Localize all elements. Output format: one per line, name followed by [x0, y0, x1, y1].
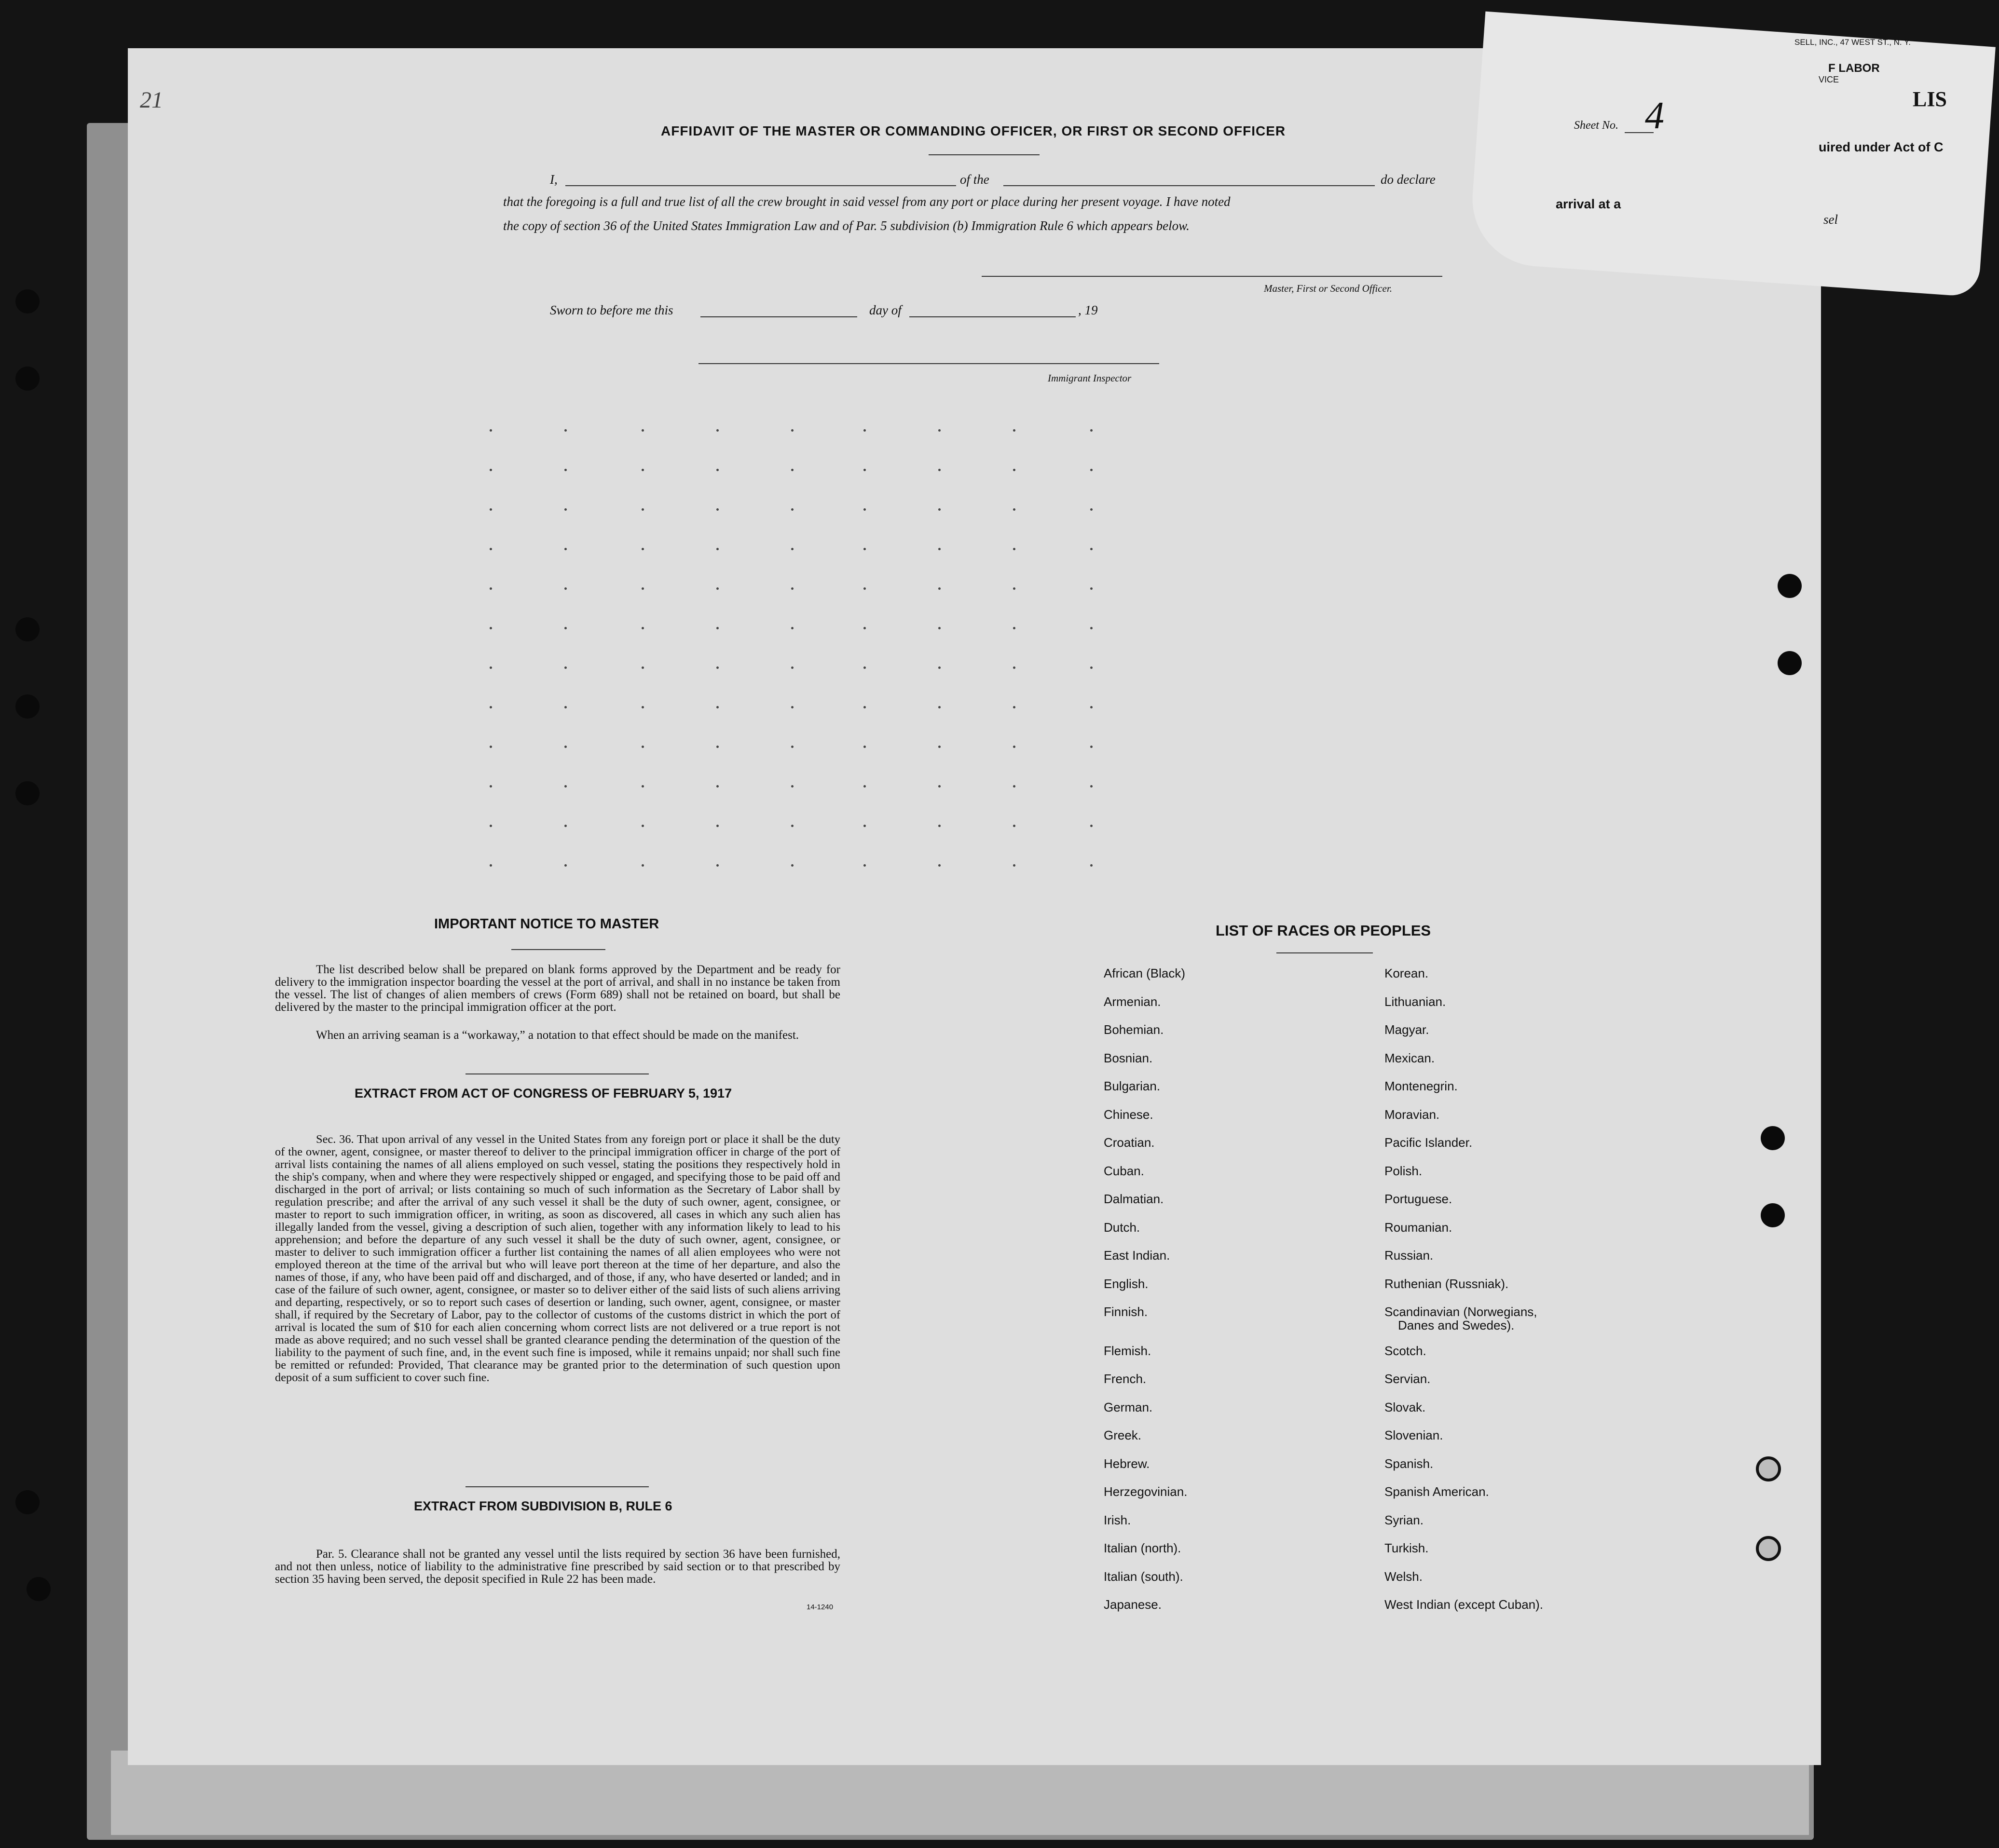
grid-dot [791, 706, 794, 708]
race-entry: Dalmatian. [1104, 1192, 1164, 1206]
grid-dot [938, 429, 941, 432]
grid-dot [642, 587, 644, 590]
race-entry: Hebrew. [1104, 1456, 1150, 1471]
grid-dot [716, 706, 719, 708]
grid-dot [1090, 429, 1093, 432]
grid-dot [938, 746, 941, 748]
sheet-number: 4 [1645, 95, 1664, 137]
act-section-divider [466, 1486, 649, 1487]
race-entry: Italian (north). [1104, 1541, 1181, 1555]
grid-dot [642, 469, 644, 471]
vessel-name-line[interactable] [1003, 185, 1375, 186]
grid-dot [642, 825, 644, 827]
race-entry: Spanish American. [1384, 1484, 1489, 1499]
race-entry: Roumanian. [1384, 1220, 1452, 1235]
races-title: LIST OF RACES OR PEOPLES [1216, 922, 1431, 939]
race-entry: Armenian. [1104, 994, 1161, 1009]
grid-dot [938, 864, 941, 867]
grid-dot [716, 587, 719, 590]
grid-dot [564, 785, 567, 788]
race-entry: Korean. [1384, 966, 1429, 980]
arrival-fragment: arrival at a [1556, 197, 1621, 211]
grid-dot [938, 825, 941, 827]
grid-dot [642, 666, 644, 669]
grid-dot [1013, 587, 1015, 590]
grid-dot [716, 666, 719, 669]
grid-dot [490, 706, 492, 708]
service-label: VICE [1819, 75, 1839, 84]
race-entry: Turkish. [1384, 1541, 1429, 1555]
race-entry: Japanese. [1104, 1597, 1162, 1612]
grid-dot [791, 587, 794, 590]
grid-dot [642, 548, 644, 550]
affidavit-title: AFFIDAVIT OF THE MASTER OR COMMANDING OFFICER, OR FIRST OR SECOND OFFICER [661, 123, 1286, 138]
grid-dot [938, 508, 941, 511]
grid-dot [938, 548, 941, 550]
punch-hole [1778, 574, 1802, 598]
rule-extract-title: EXTRACT FROM SUBDIVISION B, RULE 6 [414, 1499, 672, 1513]
race-entry: Polish. [1384, 1163, 1423, 1178]
grid-dot [642, 706, 644, 708]
signature-caption: Master, First or Second Officer. [1264, 283, 1392, 294]
grid-dot [938, 469, 941, 471]
declarant-name-line[interactable] [565, 185, 956, 186]
grid-dot [863, 429, 866, 432]
grid-dot [1013, 864, 1015, 867]
grid-dot [791, 508, 794, 511]
grid-dot [642, 627, 644, 629]
race-entry: Croatian. [1104, 1135, 1155, 1150]
race-entry: East Indian. [1104, 1248, 1170, 1263]
grid-dot [1090, 825, 1093, 827]
grid-dot [863, 548, 866, 550]
grid-dot [564, 706, 567, 708]
race-entry: Welsh. [1384, 1569, 1423, 1584]
grid-dot [642, 746, 644, 748]
form-number: 14-1240 [807, 1603, 834, 1611]
grid-dot [490, 746, 492, 748]
grid-dot [863, 627, 866, 629]
binding-hole [15, 617, 40, 641]
grid-dot [642, 429, 644, 432]
form-page [128, 48, 1821, 1765]
race-entry: Greek. [1104, 1428, 1142, 1442]
vessel-fragment: sel [1823, 212, 1838, 227]
race-entry: Lithuanian. [1384, 994, 1446, 1009]
binding-hole [15, 694, 40, 719]
act-section-36-text: Sec. 36. That upon arrival of any vessel in the United States from any foreign port or place it shall be the duty of the owner, agent, consignee, or master thereof to deliver to the principal immigration officer in charge of the port of arrival lists containing the names of all aliens employed on such vessel, stating the positions they respectively hold in the ship's company, when and where they were respectively shipped or engaged, and specifying those to be paid off and discharged in the port of arrival; or lists containing so much of such information as the Secretary of Labor shall by regulation prescribe; and after the arrival of any such vessel it shall be the duty of such owner, agent, consignee, or master to report to such immigration officer, in writing, as soon as discovered, all cases in which any such alien has illegally landed from the vessel, giving a description of such alien, together with any information likely to lead to his apprehension; and before the departure of any such vessel it shall be the duty of such owner, agent, consignee, or master to deliver to such immigration officer a further list containing the names of all alien employees who were not employed thereon at the time of the arrival but who will leave port thereon at the time of her departure, and also the names of those, if any, who have been paid off and discharged, and of those, if any, who have deserted or landed; and in case of the failure of such owner, agent, consignee, or master so to deliver either of the said lists of such aliens arriving and departing, respectively, or so to report such cases of desertion or landing, such owner, agent, consignee, or master shall, if required by the Secretary of Labor, pay to the collector of customs of the customs district in which the port of arrival is located the sum of $10 for each alien concerning whom correct lists are not delivered or a true report is not made as above required; and no such vessel shall be granted clearance pending the determination of the question of the liability to the payment of such fine, and, in the event such fine is imposed, while it remains unpaid; nor shall such fine be remitted or refunded: Provided, That clearance may be granted prior to the determination of such question upon deposit of a sum sufficient to cover such fine. [275, 1133, 840, 1384]
race-entry: Herzegovinian. [1104, 1484, 1188, 1499]
grid-dot [863, 785, 866, 788]
grid-dot [490, 548, 492, 550]
grid-dot [1013, 746, 1015, 748]
race-entry: Scotch. [1384, 1343, 1426, 1358]
grid-dot [642, 785, 644, 788]
grid-dot [1013, 469, 1015, 471]
grid-dot [490, 627, 492, 629]
grid-dot [490, 587, 492, 590]
race-entry: Syrian. [1384, 1512, 1424, 1527]
of-the-label: of the [960, 172, 989, 187]
race-entry: Italian (south). [1104, 1569, 1183, 1584]
grid-dot [564, 746, 567, 748]
dept-label: F LABOR [1828, 62, 1880, 75]
affidavit-line-1: that the foregoing is a full and true list of all the crew brought in said vessel from any port or place during her present voyage. I have noted [503, 194, 1231, 209]
race-entry: Irish. [1104, 1512, 1131, 1527]
race-entry: Pacific Islander. [1384, 1135, 1473, 1150]
grid-dot [716, 627, 719, 629]
race-entry: Bosnian. [1104, 1050, 1153, 1065]
grid-dot [1090, 666, 1093, 669]
grid-dot [716, 469, 719, 471]
race-entry: West Indian (except Cuban). [1384, 1597, 1544, 1612]
grid-dot [1090, 864, 1093, 867]
race-entry: Moravian. [1384, 1107, 1440, 1122]
race-entry: Bulgarian. [1104, 1079, 1161, 1093]
notice-divider [511, 949, 605, 950]
race-entry: Magyar. [1384, 1022, 1429, 1037]
grid-dot [490, 666, 492, 669]
race-entry: English. [1104, 1276, 1149, 1291]
race-entry: Flemish. [1104, 1343, 1151, 1358]
punch-hole [1761, 1203, 1785, 1227]
grid-dot [1013, 508, 1015, 511]
grid-dot [863, 864, 866, 867]
grid-dot [642, 508, 644, 511]
grid-dot [642, 864, 644, 867]
inspector-signature-line[interactable] [698, 363, 1159, 364]
inspector-caption: Immigrant Inspector [1048, 372, 1132, 384]
notice-paragraph-2: When an arriving seaman is a “workaway,” a notation to that effect should be made on the manifest. [316, 1029, 799, 1042]
grid-dot [1090, 706, 1093, 708]
grid-dot [1013, 548, 1015, 550]
grid-dot [863, 508, 866, 511]
grid-dot [564, 429, 567, 432]
grid-dot [938, 706, 941, 708]
officer-signature-line[interactable] [982, 276, 1442, 277]
race-entry: Montenegrin. [1384, 1079, 1458, 1093]
race-entry: Servian. [1384, 1372, 1431, 1386]
race-entry: Slovenian. [1384, 1428, 1443, 1442]
grid-dot [863, 666, 866, 669]
grid-dot [490, 864, 492, 867]
grid-dot [490, 429, 492, 432]
binding-hole [15, 781, 40, 805]
race-entry: French. [1104, 1372, 1147, 1386]
grid-dot [490, 508, 492, 511]
punch-hole [1756, 1456, 1781, 1481]
grid-dot [938, 587, 941, 590]
notice-paragraph-1: The list described below shall be prepared on blank forms approved by the Department and be ready for delivery to the immigration inspector boarding the vessel at the port of arrival, and shall in no instance be taken from the vessel. The list of changes of alien members of crews (Form 689) shall not be retained on board, but shall be delivered by the master to the principal immigration officer at the port. [275, 963, 840, 1014]
grid-dot [716, 785, 719, 788]
grid-dot [716, 508, 719, 511]
notice-section-divider [466, 1073, 649, 1074]
race-entry: Ruthenian (Russniak). [1384, 1276, 1509, 1291]
grid-dot [1090, 587, 1093, 590]
grid-dot [1013, 627, 1015, 629]
grid-dot [1090, 627, 1093, 629]
sworn-label: Sworn to before me this [550, 303, 673, 317]
race-entry: Portuguese. [1384, 1192, 1452, 1206]
printer-credit: SELL, INC., 47 WEST ST., N. Y. [1794, 38, 1911, 47]
grid-dot [863, 825, 866, 827]
grid-dot [1013, 706, 1015, 708]
grid-dot [716, 548, 719, 550]
binding-hole [15, 367, 40, 391]
grid-dot [716, 746, 719, 748]
affidavit-line-2: the copy of section 36 of the United States Immigration Law and of Par. 5 subdivision (b) Immigration Rule 6 which appears below. [503, 218, 1190, 233]
grid-dot [490, 785, 492, 788]
binding-hole [27, 1577, 51, 1601]
punch-hole [1761, 1126, 1785, 1150]
grid-dot [1013, 825, 1015, 827]
grid-dot [564, 864, 567, 867]
do-declare-label: do declare [1381, 172, 1436, 187]
race-entry: Scandinavian (Norwegians, [1384, 1304, 1537, 1319]
day-of-label: day of [869, 303, 902, 317]
race-entry: Chinese. [1104, 1107, 1153, 1122]
race-entry: Mexican. [1384, 1050, 1435, 1065]
grid-dot [490, 825, 492, 827]
grid-dot [938, 666, 941, 669]
race-entry: Spanish. [1384, 1456, 1434, 1471]
grid-dot [716, 429, 719, 432]
grid-dot [863, 746, 866, 748]
grid-dot [564, 627, 567, 629]
grid-dot [564, 469, 567, 471]
grid-dot [1090, 469, 1093, 471]
punch-hole [1756, 1536, 1781, 1561]
year-label: , 19 [1078, 303, 1098, 317]
rule-par-5-text: Par. 5. Clearance shall not be granted any vessel until the lists required by section 36 have been furnished, and not then unless, notice of liability to the administrative fine prescribed by said section or to that prescribed by section 35 having been served, the deposit specified in Rule 22 has been made. [275, 1548, 840, 1586]
grid-dot [791, 548, 794, 550]
race-entry: Finnish. [1104, 1304, 1148, 1319]
grid-dot [1090, 508, 1093, 511]
grid-dot [791, 825, 794, 827]
race-entry: Cuban. [1104, 1163, 1144, 1178]
grid-dot [938, 785, 941, 788]
grid-dot [791, 864, 794, 867]
notice-title: IMPORTANT NOTICE TO MASTER [434, 916, 659, 932]
grid-dot [791, 785, 794, 788]
grid-dot [564, 825, 567, 827]
grid-dot [791, 429, 794, 432]
race-entry: Slovak. [1384, 1400, 1426, 1414]
grid-dot [716, 825, 719, 827]
grid-dot [490, 469, 492, 471]
race-entry: German. [1104, 1400, 1153, 1414]
races-divider [1276, 952, 1373, 953]
grid-dot [564, 548, 567, 550]
grid-dot [863, 469, 866, 471]
grid-dot [1090, 746, 1093, 748]
punch-hole [1778, 651, 1802, 675]
sheet-label: Sheet No. [1574, 119, 1618, 132]
binding-hole [15, 1490, 40, 1514]
grid-dot [863, 706, 866, 708]
race-entry: African (Black) [1104, 966, 1186, 980]
race-entry: Dutch. [1104, 1220, 1140, 1235]
title-divider [929, 154, 1040, 155]
grid-dot [938, 627, 941, 629]
race-entry: Bohemian. [1104, 1022, 1164, 1037]
binding-hole [15, 289, 40, 313]
grid-dot [564, 666, 567, 669]
margin-number: 21 [140, 87, 163, 113]
grid-dot [863, 587, 866, 590]
race-entry: Russian. [1384, 1248, 1434, 1263]
grid-dot [1090, 785, 1093, 788]
grid-dot [564, 587, 567, 590]
list-heading-fragment: LIS [1913, 87, 1947, 111]
grid-dot [1090, 548, 1093, 550]
grid-dot [716, 864, 719, 867]
grid-dot [564, 508, 567, 511]
grid-dot [791, 746, 794, 748]
declarant-label: I, [550, 172, 558, 187]
sworn-day-line[interactable] [700, 316, 857, 317]
act-extract-title: EXTRACT FROM ACT OF CONGRESS OF FEBRUARY 5, 1917 [355, 1086, 732, 1101]
act-fragment: uired under Act of C [1819, 140, 1944, 154]
grid-dot [1013, 666, 1015, 669]
grid-dot [1013, 785, 1015, 788]
sworn-month-line[interactable] [909, 316, 1076, 317]
grid-dot [791, 627, 794, 629]
grid-dot [1013, 429, 1015, 432]
grid-dot [791, 469, 794, 471]
race-entry-continuation: Danes and Swedes). [1398, 1318, 1515, 1332]
grid-dot [791, 666, 794, 669]
